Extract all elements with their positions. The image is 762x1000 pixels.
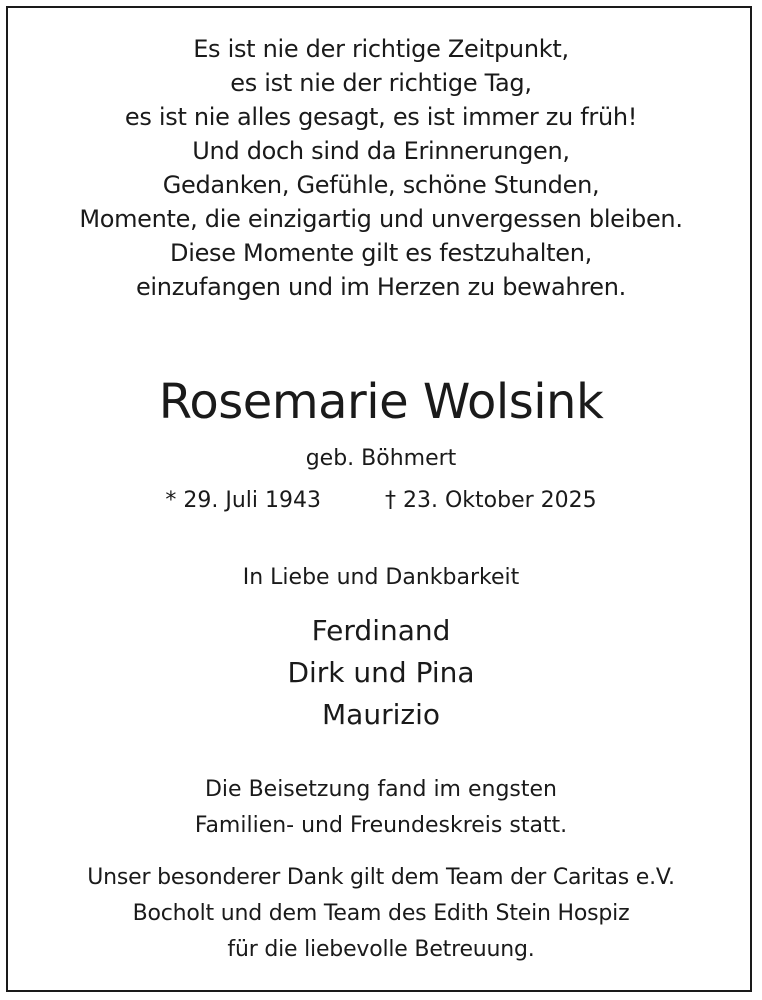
thanks-line: Unser besonderer Dank gilt dem Team der Caritas e.V. [87, 865, 675, 890]
mourners-lead: In Liebe und Dankbarkeit [242, 565, 520, 590]
poem-line: es ist nie alles gesagt, es ist immer zu früh! [124, 103, 638, 131]
life-dates [0, 486, 762, 516]
death-date: † 23. Oktober 2025 [384, 488, 597, 513]
burial-line: Die Beisetzung fand im engsten [204, 777, 557, 802]
poem-line: Und doch sind da Erinnerungen, [192, 137, 570, 165]
mourners-list [0, 610, 762, 736]
burial-notice [0, 772, 762, 844]
maiden-name: geb. Böhmert [305, 446, 457, 471]
deceased-name: Rosemarie Wolsink [158, 374, 604, 430]
poem-line: Diese Momente gilt es festzuhalten, [170, 239, 592, 267]
mourner-name: Ferdinand [311, 614, 451, 647]
poem-line: es ist nie der richtige Tag, [230, 69, 532, 97]
thanks-notice [0, 860, 762, 968]
poem-line: Momente, die einzigartig und unvergessen bleiben. [79, 205, 683, 233]
mourner-name: Dirk und Pina [287, 656, 475, 689]
mourner-name: Maurizio [322, 698, 440, 731]
birth-date: * 29. Juli 1943 [165, 488, 321, 513]
poem-line: Es ist nie der richtige Zeitpunkt, [193, 35, 569, 63]
thanks-line: für die liebevolle Betreuung. [227, 937, 535, 962]
poem-line: einzufangen und im Herzen zu bewahren. [135, 273, 627, 301]
poem-line: Gedanken, Gefühle, schöne Stunden, [162, 171, 600, 199]
thanks-line: Bocholt und dem Team des Edith Stein Hospiz [132, 901, 630, 926]
burial-line: Familien- und Freundeskreis statt. [194, 813, 568, 838]
poem [0, 32, 762, 304]
